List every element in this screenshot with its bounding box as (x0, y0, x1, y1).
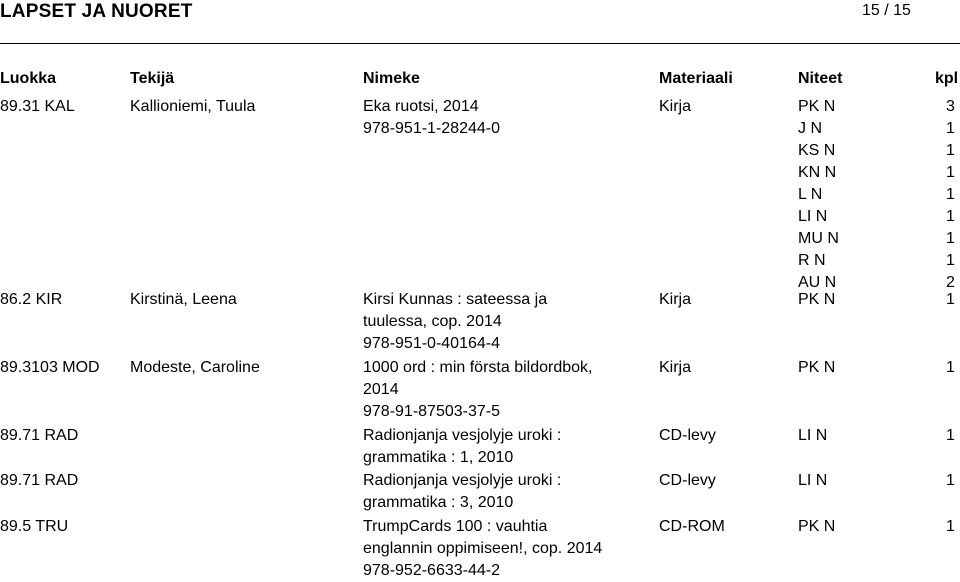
nide-location: LI N (798, 208, 828, 225)
header-divider (0, 43, 960, 44)
row-nimeke (363, 289, 547, 355)
row-kpl (946, 289, 955, 311)
row-materiaali: CD-levy (659, 427, 716, 444)
nide-location: KS N (798, 142, 836, 159)
row-kpl (946, 357, 955, 379)
nide-count: 1 (946, 252, 955, 269)
nimeke-line: 978-952-6633-44-2 (363, 562, 500, 579)
row-kpl (946, 470, 955, 492)
nide-count: 1 (946, 186, 955, 203)
row-materiaali: Kirja (659, 98, 692, 115)
row-niteet (798, 470, 827, 492)
row-tekija: Kirstinä, Leena (130, 291, 237, 308)
row-luokka: 89.5 TRU (0, 518, 69, 535)
nide-location: KN N (798, 164, 837, 181)
nide-location: PK N (798, 291, 836, 308)
row-nimeke (363, 357, 592, 423)
page-title: LAPSET JA NUORET (0, 1, 193, 22)
nide-count: 1 (946, 291, 955, 308)
column-header-niteet: Niteet (798, 70, 843, 87)
row-nimeke (363, 516, 602, 582)
column-header-kpl: kpl (935, 70, 959, 87)
nide-location: PK N (798, 359, 836, 376)
row-kpl (946, 425, 955, 447)
nide-count: 1 (946, 120, 955, 137)
nide-location: PK N (798, 518, 836, 535)
nimeke-line: Radionjanja vesjolyje uroki : (363, 472, 562, 489)
row-niteet (798, 289, 835, 311)
nide-location: L N (798, 186, 823, 203)
row-luokka: 89.31 KAL (0, 98, 75, 115)
row-nimeke (363, 425, 561, 469)
nimeke-line: 1000 ord : min första bildordbok, (363, 359, 593, 376)
row-luokka: 89.71 RAD (0, 472, 79, 489)
nimeke-line: englannin oppimiseen!, cop. 2014 (363, 540, 603, 557)
nide-location: AU N (798, 274, 837, 291)
nimeke-line: grammatika : 3, 2010 (363, 494, 514, 511)
row-niteet (798, 96, 839, 294)
nide-count: 1 (946, 164, 955, 181)
nide-count: 1 (946, 472, 955, 489)
row-luokka: 89.3103 MOD (0, 359, 100, 376)
nide-count: 1 (946, 142, 955, 159)
column-header-tekija: Tekijä (130, 70, 175, 87)
nimeke-line: 978-951-1-28244-0 (363, 120, 500, 137)
row-luokka: 86.2 KIR (0, 291, 63, 308)
row-materiaali: Kirja (659, 291, 692, 308)
nide-count: 1 (946, 208, 955, 225)
nide-location: MU N (798, 230, 839, 247)
row-niteet (798, 357, 835, 379)
row-materiaali: CD-ROM (659, 518, 725, 535)
row-materiaali: Kirja (659, 359, 692, 376)
nide-count: 2 (946, 274, 955, 291)
nimeke-line: grammatika : 1, 2010 (363, 449, 514, 466)
column-header-materiaali: Materiaali (659, 70, 733, 87)
row-nimeke (363, 96, 500, 140)
nimeke-line: tuulessa, cop. 2014 (363, 313, 502, 330)
nide-count: 1 (946, 359, 955, 376)
nide-count: 1 (946, 230, 955, 247)
nimeke-line: 2014 (363, 381, 399, 398)
nide-count: 1 (946, 518, 955, 535)
row-kpl (946, 96, 955, 294)
row-tekija: Modeste, Caroline (130, 359, 260, 376)
page-number: 15 / 15 (862, 2, 911, 19)
row-luokka: 89.71 RAD (0, 427, 79, 444)
column-header-luokka: Luokka (0, 70, 57, 87)
nide-count: 1 (946, 427, 955, 444)
nide-location: R N (798, 252, 826, 269)
nide-location: J N (798, 120, 822, 137)
nide-count: 3 (946, 98, 955, 115)
row-tekija: Kallioniemi, Tuula (130, 98, 256, 115)
row-materiaali: CD-levy (659, 472, 716, 489)
nide-location: LI N (798, 427, 828, 444)
row-nimeke (363, 470, 561, 514)
row-kpl (946, 516, 955, 538)
nimeke-line: TrumpCards 100 : vauhtia (363, 518, 548, 535)
nimeke-line: Radionjanja vesjolyje uroki : (363, 427, 562, 444)
column-header-nimeke: Nimeke (363, 70, 420, 87)
row-niteet (798, 516, 835, 538)
nimeke-line: Eka ruotsi, 2014 (363, 98, 479, 115)
nide-location: LI N (798, 472, 828, 489)
row-niteet (798, 425, 827, 447)
nimeke-line: 978-91-87503-37-5 (363, 403, 500, 420)
nimeke-line: Kirsi Kunnas : sateessa ja (363, 291, 548, 308)
nide-location: PK N (798, 98, 836, 115)
nimeke-line: 978-951-0-40164-4 (363, 335, 500, 352)
